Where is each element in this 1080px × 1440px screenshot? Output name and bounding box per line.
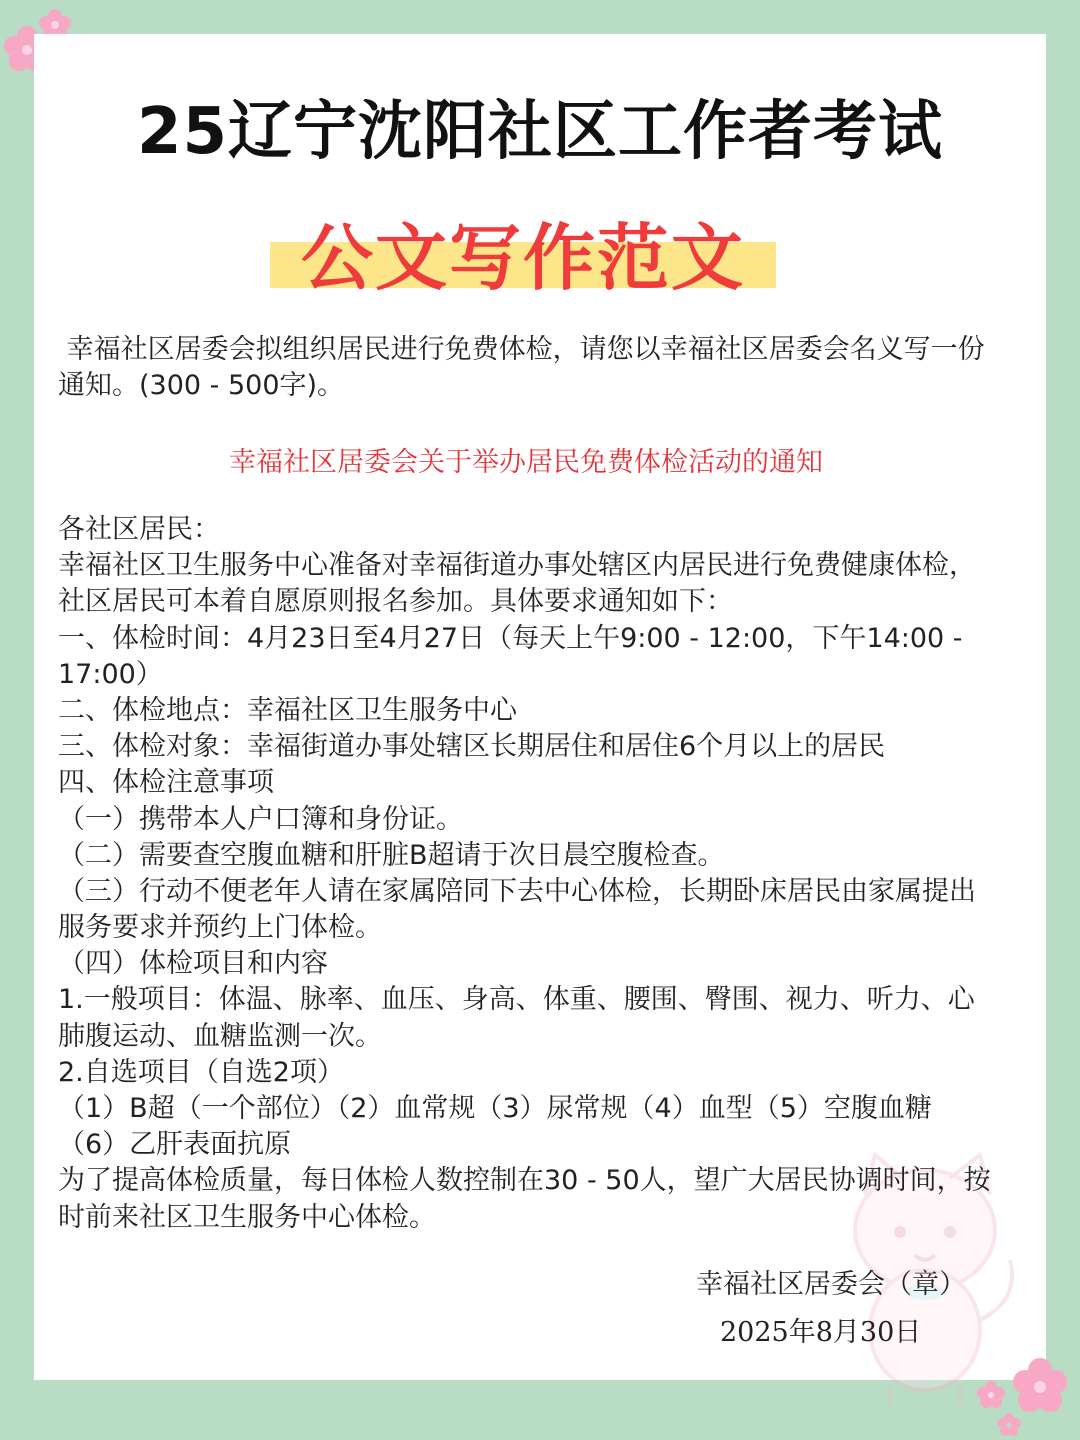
notice-line: 2.自选项目（自选2项）	[58, 1056, 344, 1088]
notice-line: 17:00）	[58, 658, 163, 690]
notice-line: （1）B超（一个部位）（2）血常规（3）尿常规（4）血型（5）空腹血糖	[58, 1093, 932, 1124]
signature: 幸福社区居委会（章）	[696, 1269, 966, 1300]
prompt-line: 幸福社区居委会拟组织居民进行免费体检，请您以幸福社区居委会名义写一份	[58, 334, 985, 365]
notice-body	[58, 512, 1018, 1236]
notice-line: （三）行动不便老年人请在家属陪同下去中心体检，长期卧床居民由家属提出	[58, 875, 976, 907]
notice-line: 时前来社区卫生服务中心体检。	[58, 1201, 436, 1233]
notice-line: （四）体检项目和内容	[58, 948, 328, 980]
notice-line: （二）需要查空腹血糖和肝脏B超请于次日晨空腹检查。	[58, 839, 725, 871]
notice-line: （一）携带本人户口簿和身份证。	[58, 803, 463, 835]
notice-line: 四、体检注意事项	[58, 767, 274, 799]
subtitle-block	[270, 200, 776, 300]
page-title: 25辽宁沈阳社区工作者考试	[136, 95, 944, 169]
question-prompt	[58, 332, 1018, 404]
flower-icon-bottom-right	[1010, 1356, 1070, 1416]
notice-line: 三、体检对象：幸福街道办事处辖区长期居住和居住6个月以上的居民	[58, 731, 886, 763]
notice-line: 1.一般项目：体温、脉率、血压、身高、体重、腰围、臀围、视力、听力、心	[58, 984, 975, 1016]
notice-date: 2025年8月30日	[720, 1317, 922, 1348]
notice-line: 社区居民可本着自愿原则报名参加。具体要求通知如下：	[58, 586, 733, 618]
notice-line: 服务要求并预约上门体检。	[58, 912, 382, 944]
notice-line: 二、体检地点：幸福社区卫生服务中心	[58, 694, 517, 726]
notice-line: 一、体检时间：4月23日至4月27日（每天上午9:00 - 12:00，下午14:00 -	[58, 622, 963, 654]
notice-line: 为了提高体检质量，每日体检人数控制在30 - 50人，望广大居民协调时间，按	[58, 1165, 991, 1197]
notice-title: 幸福社区居委会关于举办居民免费体检活动的通知	[229, 447, 823, 478]
notice-line: （6）乙肝表面抗原	[58, 1129, 292, 1161]
prompt-line: 通知。(300 - 500字)。	[58, 370, 345, 401]
notice-line: 各社区居民：	[58, 514, 220, 545]
notice-line: 肺腹运动、血糖监测一次。	[58, 1020, 382, 1052]
flower-icon-bottom-right-small	[976, 1380, 1006, 1410]
flower-icon-bottom-right-tiny	[996, 1412, 1022, 1438]
page-subtitle: 公文写作范文	[300, 216, 745, 300]
notice-line: 幸福社区卫生服务中心准备对幸福街道办事处辖区内居民进行免费健康体检，	[58, 550, 976, 582]
